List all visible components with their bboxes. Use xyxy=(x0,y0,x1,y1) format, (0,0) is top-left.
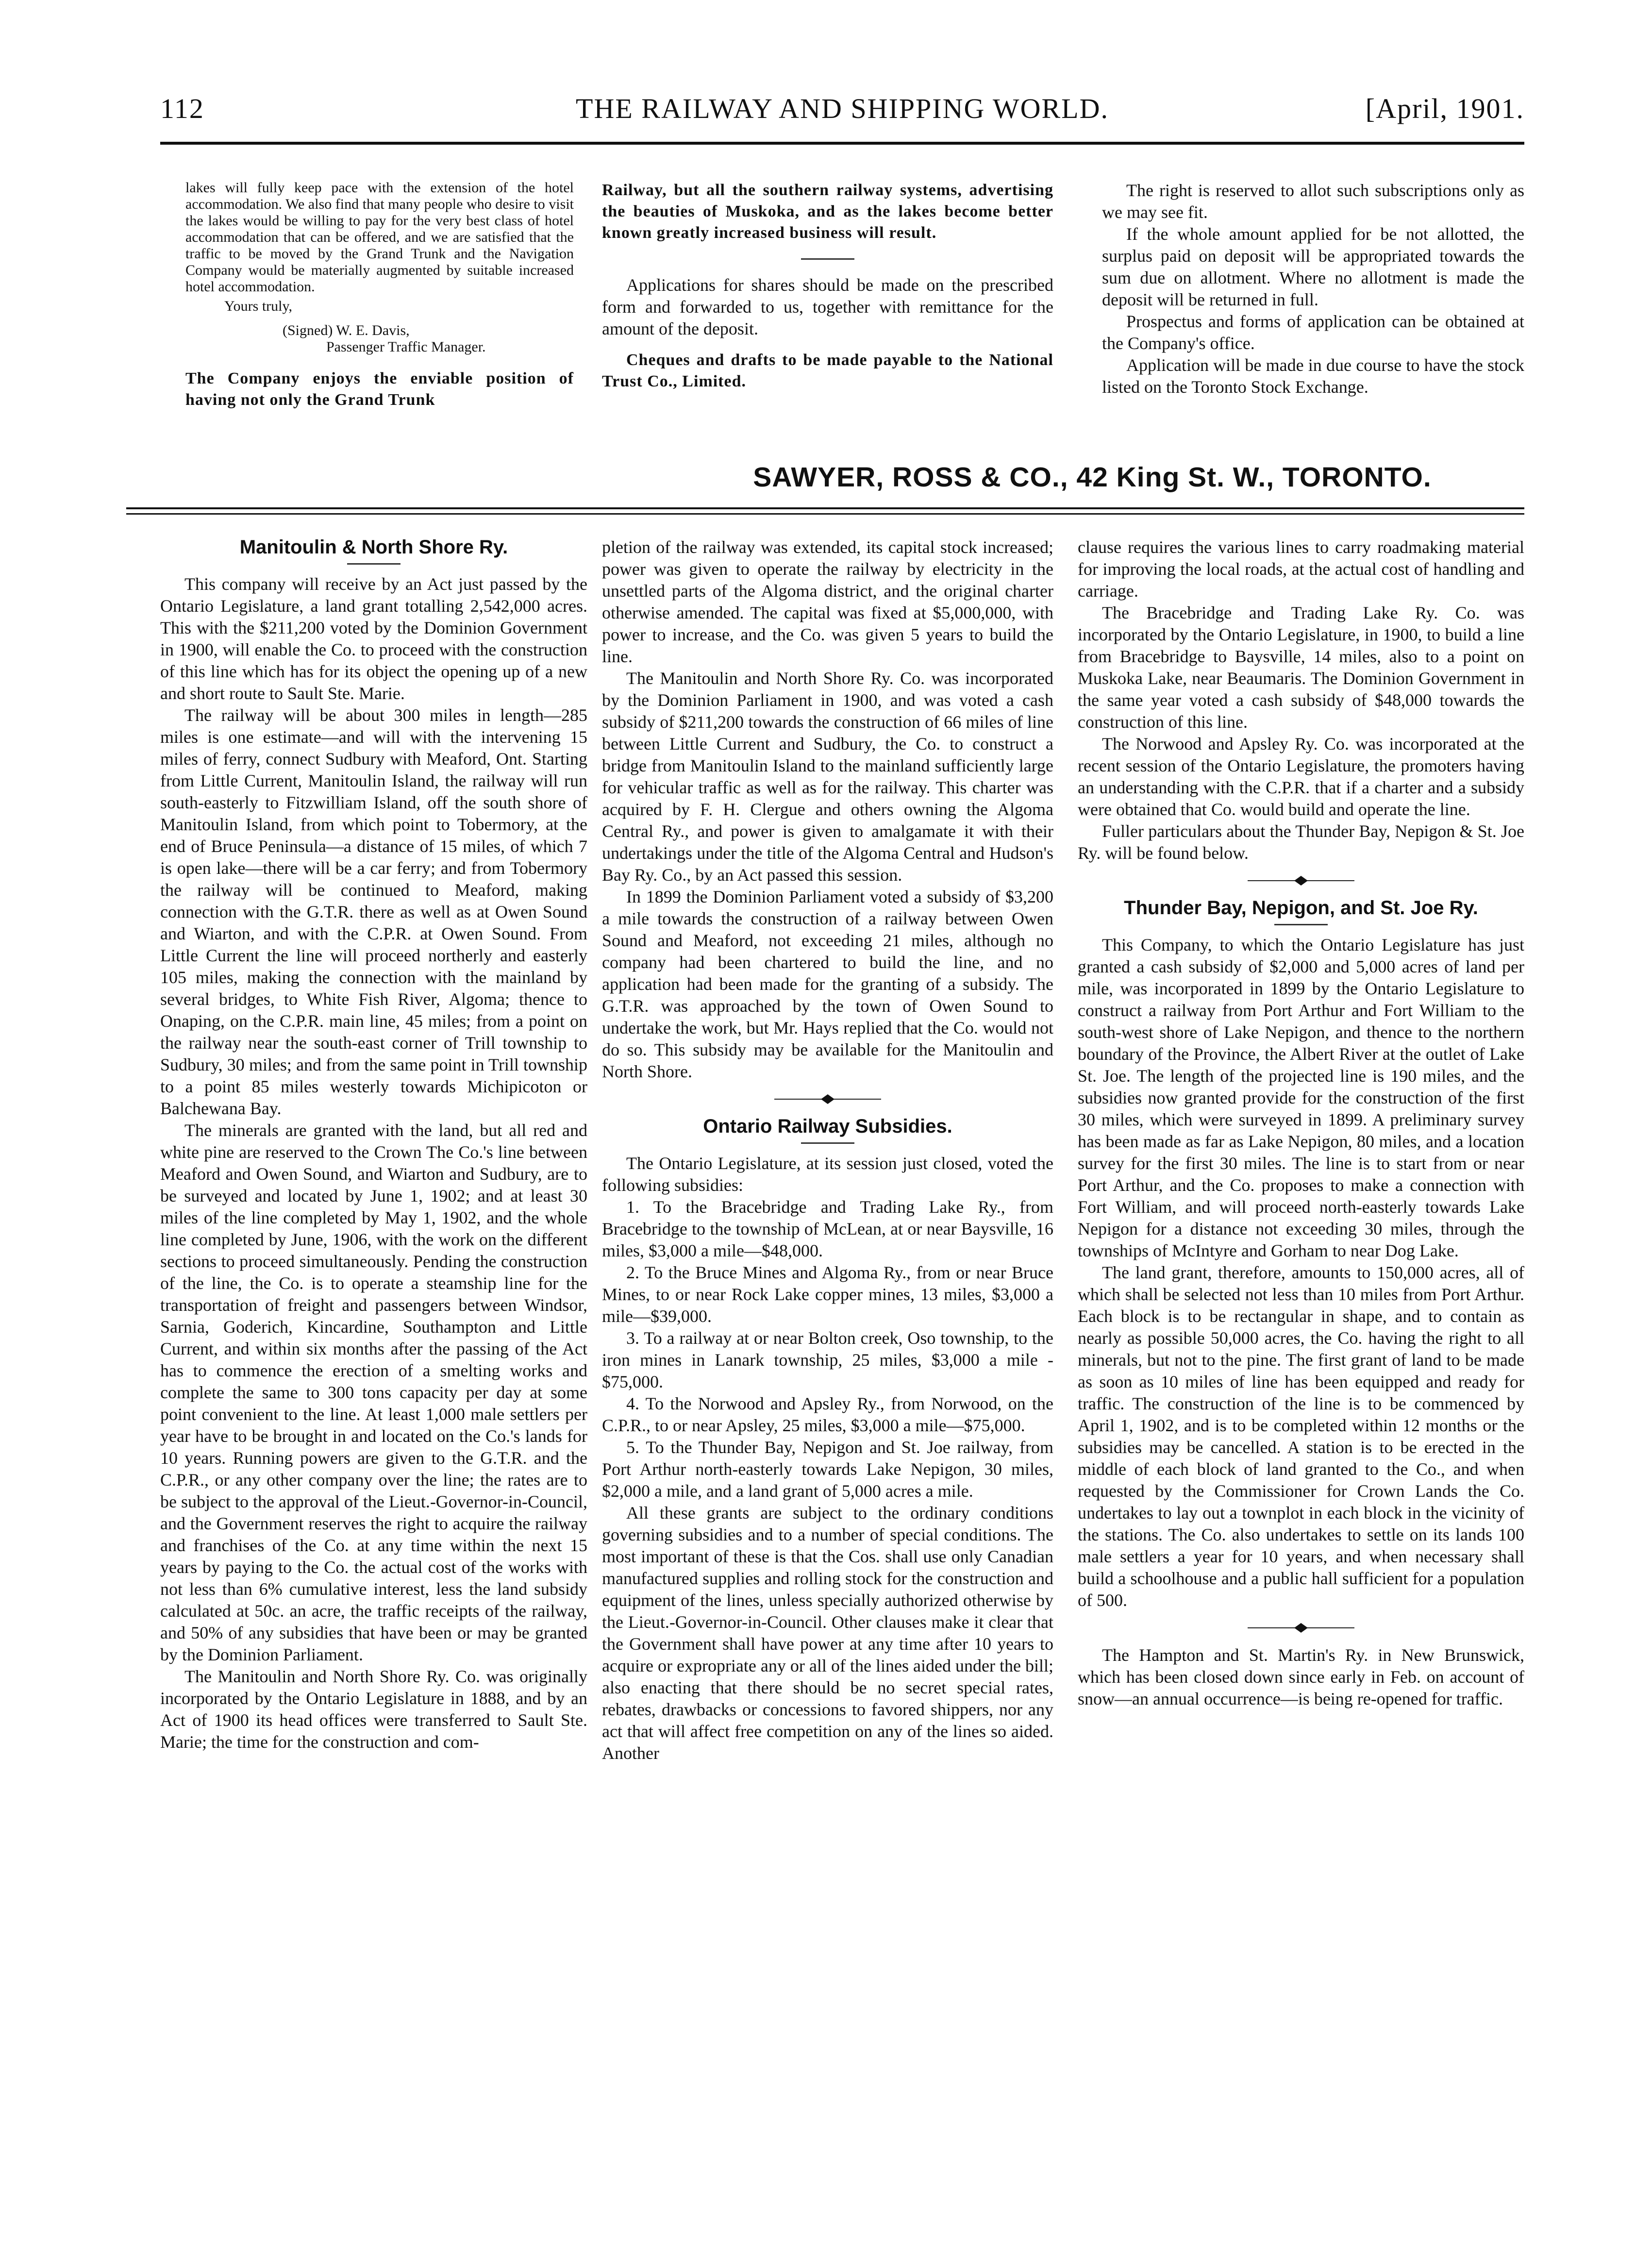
section-divider xyxy=(1248,876,1354,886)
prospectus-text: Prospectus and forms of application can be obtained at the Company's office. xyxy=(1102,312,1524,353)
applications-text: Applications for shares should be made on the prescribed form and forwarded to us, together with remittance for the amount of the deposit. xyxy=(602,275,1053,338)
fuller-particulars: Fuller particulars about the Thunder Bay, Nepigon & St. Joe Ry. will be found below. xyxy=(1078,821,1524,863)
manitoulin-p4: The Manitoulin and North Shore Ry. Co. was originally incorporated by the Ontario Legislature in 1888, and by an Act of 1900 its head offices were transferred to Sault Ste. Marie; the time for the construction and com- xyxy=(160,1667,587,1752)
subsidy-item: 2. To the Bruce Mines and Algoma Ry., from or near Bruce Mines, to or near Rock Lake copper mines, 13 miles, $3,000 a mile—$39,000. xyxy=(602,1263,1053,1326)
heading-rule xyxy=(1274,924,1328,925)
letter-closing: Yours truly, xyxy=(224,298,293,314)
allotment-surplus: If the whole amount applied for be not allotted, the surplus paid on deposit will be appropriated towards the sum due on allotment. Where no allotment is made the deposit will be returned in full. xyxy=(1102,224,1524,309)
top-bold-text-2: Railway, but all the southern railway systems, advertising the beauties of Muskoka, and as the lakes become better known greatly increased business will result. xyxy=(602,181,1053,242)
subsidy-item: 1. To the Bracebridge and Trading Lake Ry., from Bracebridge to the township of McLean, at or near Baysville, 16 miles, $3,000 a mile—$48,000. xyxy=(602,1197,1053,1260)
top-bold-text-1: The Company enjoys the enviable position of having not only the Grand Trunk xyxy=(185,369,574,409)
subsidy-item: 5. To the Thunder Bay, Nepigon and St. Joe railway, from Port Arthur north-easterly towards Lake Nepigon, 30 miles, $2,000 a mile, and a land grant of 5,000 acres a mile. xyxy=(602,1438,1053,1501)
top-column-3 xyxy=(1102,180,1524,398)
letter-signer-title: Passenger Traffic Manager. xyxy=(326,339,486,355)
section-divider xyxy=(774,1094,881,1104)
page-number: 112 xyxy=(160,93,204,124)
letter-signed: (Signed) W. E. Davis, xyxy=(283,322,410,338)
article-column-2 xyxy=(602,536,1053,1764)
thunder-bay-p2: The land grant, therefore, amounts to 150,000 acres, all of which shall be selected not less than 10 miles from Port Arthur. Each block is to be rectangular in shape, and to contain as nearly as possible 50,000 acres, the Co. having the right to all minerals, but not to the pine. The first grant of land to be made as soon as 10 miles of line has been equipped and ready for traffic. The construction of the line is to be commenced by April 1, 1902, and is to be completed within 12 months or the subsidies may be cancelled. A station is to be erected in the middle of each block of land granted to the Co., and when requested by the Commissioner for Crown Lands the Co. undertakes to lay out a townplot in each block in the vicinity of the stations. The Co. also undertakes to settle on its lands 100 male settlers a year for 10 years, and when necessary shall build a schoolhouse and a public hall sufficient for a population of 500. xyxy=(1078,1263,1524,1610)
subsidy-item: 3. To a railway at or near Bolton creek, Oso township, to the iron mines in Lanark township, 25 miles, $3,000 a mile - $75,000. xyxy=(602,1328,1053,1391)
section-rule-bottom xyxy=(126,513,1524,515)
subsidies-intro: The Ontario Legislature, at its session just closed, voted the following subsidies: xyxy=(602,1154,1053,1195)
owen-sound-subsidy: In 1899 the Dominion Parliament voted a subsidy of $3,200 a mile towards the construction of a railway between Owen Sound and Meaford, not exceeding 21 miles, although no company had been chartered to build the line, and no application had been made for the granting of a subsidy. The G.T.R. was approached by the town of Owen Sound to undertake the work, but Mr. Hays replied that the Co. would not do so. This subsidy may be available for the Manitoulin and North Shore. xyxy=(602,887,1053,1081)
cheques-text: Cheques and drafts to be made payable to the National Trust Co., Limited. xyxy=(602,351,1053,390)
section-rule-top xyxy=(126,507,1524,509)
subsidies-conditions: All these grants are subject to the ordinary conditions governing subsidies and to a number of special conditions. The most important of these is that the Cos. shall use only Canadian manufactured supplies and rolling stock for the construction and equipment of the lines, unless specially authorized otherwise by the Lieut.-Governor-in-Council. Other clauses make it clear that the Government shall have power at any time after 10 years to acquire or expropriate any or all of the lines aided under the bill; also enacting that there should be no secret special rates, rebates, drawbacks or concessions to favored shippers, nor any act that will affect free competition on any of the lines so aided. Another xyxy=(602,1503,1053,1763)
norwood-paragraph: The Norwood and Apsley Ry. Co. was incorporated at the recent session of the Ontario Legislature, the promoters having an understanding with the C.P.R. that if a charter and a subsidy were obtained that Co. would build and operate the line. xyxy=(1078,734,1524,819)
manitoulin-continued: pletion of the railway was extended, its capital stock increased; power was given to operate the railway by electricity in the unsettled parts of the Algoma district, and the original charter otherwise amended. The capital was fixed at $5,000,000, with power to increase, and the Co. was given 5 years to build the line. xyxy=(602,537,1053,666)
article-column-3 xyxy=(1078,536,1524,1710)
thunder-bay-p1: This Company, to which the Ontario Legislature has just granted a cash subsidy of $2,000 and 5,000 acres of land per mile, was incorporated in 1899 by the Ontario Legislature to construct a railway from Port Arthur and Fort William to the south-west shore of Lake Nepigon, and thence to the northern boundary of the Province, the Albert River at the outlet of Lake St. Joe. The length of the projected line is 190 miles, and the subsidies now granted provide for the construction of the first 30 miles, which were surveyed in 1899. A preliminary survey has been made as far as Lake Nepigon, 80 miles, and a location survey for the first 30 miles. The line is to start from or near Port Arthur, and the Co. proposes to make a connection with Fort William, and will proceed north-easterly towards Lake Nepigon for a distance not exceeding 30 miles, through the townships of McIntyre and Gorham to near Dog Lake. xyxy=(1078,935,1524,1260)
hampton-paragraph: The Hampton and St. Martin's Ry. in New Brunswick, which has been closed down since early in Feb. on account of snow—an annual occurrence—is being re-opened for traffic. xyxy=(1078,1645,1524,1708)
heading-rule xyxy=(347,563,400,565)
listing-text: Application will be made in due course to have the stock listed on the Toronto Stock Exchange. xyxy=(1102,355,1524,397)
bracebridge-paragraph: The Bracebridge and Trading Lake Ry. Co. was incorporated by the Ontario Legislature, in 1900, to build a line from Bracebridge to Baysville, 14 miles, also to a point on Muskoka Lake, near Beaumaris. The Dominion Government in the same year voted a cash subsidy of $48,000 towards the construction of this line. xyxy=(1078,603,1524,732)
letter-text: lakes will fully keep pace with the extension of the hotel accommodation. We also find that many people who desire to visit the lakes would be willing to pay for the very best class of hotel accommodation that can be offered, and we are satisfied that the traffic to be moved by the Grand Trunk and the Navigation Company would be materially augmented by suitable increased hotel accommodation. xyxy=(185,180,574,295)
firm-address-line: SAWYER, ROSS & CO., 42 King St. W., TORONTO. xyxy=(753,462,1432,493)
manitoulin-p2: The railway will be about 300 miles in length—285 miles is one estimate—and will with the intervening 15 miles of ferry, connect Sudbury with Meaford, Ont. Starting from Little Current, Manitoulin Island, the railway will run south-easterly to Fitzwilliam Island, off the south shore of Manitoulin Island, from which point to Tobermory, at the end of Bruce Peninsula—a distance of 15 miles, of which 7 is open lake—there will be a car ferry; and from Tobermory the railway will be continued to Meaford, making connection with the G.T.R. there as well as at Owen Sound and Wiarton, and with the C.P.R. at Owen Sound. From Little Current the line will proceed northerly and easterly 105 miles, making the connection with the mainland by several bridges, to White Fish River, Algoma; thence to Onaping, on the C.P.R. main line, 45 miles; from a point on the railway near the south-east corner of Trill township to Sudbury, 30 miles; and from the same point in Trill township to a point 85 miles westerly towards Michipicoton or Balchewana Bay. xyxy=(160,705,587,1118)
subsidies-heading: Ontario Railway Subsidies. xyxy=(703,1116,952,1137)
allotment-right: The right is reserved to allot such subscriptions only as we may see fit. xyxy=(1102,181,1524,222)
top-column-1 xyxy=(185,180,574,411)
subsidy-item: 4. To the Norwood and Apsley Ry., from Norwood, on the C.P.R., to or near Apsley, 25 miles, $3,000 a mile—$75,000. xyxy=(602,1394,1053,1435)
header-rule xyxy=(160,142,1524,145)
article-column-1 xyxy=(160,536,587,1753)
thunder-bay-heading: Thunder Bay, Nepigon, and St. Joe Ry. xyxy=(1124,897,1478,919)
short-rule xyxy=(801,258,854,260)
manitoulin-heading: Manitoulin & North Shore Ry. xyxy=(239,536,508,558)
page-header xyxy=(160,92,1524,131)
top-column-2 xyxy=(602,180,1053,392)
section-divider xyxy=(1248,1623,1354,1633)
issue-date: [April, 1901. xyxy=(1365,93,1524,124)
publication-title: THE RAILWAY AND SHIPPING WORLD. xyxy=(576,93,1109,124)
manitoulin-p1: This company will receive by an Act just passed by the Ontario Legislature, a land grant totalling 2,542,000 acres. This with the $211,200 voted by the Dominion Government in 1900, will enable the Co. to proceed with the construction of this line which has for its object the opening up of a new and short route to Sault Ste. Marie. xyxy=(160,574,587,703)
heading-rule xyxy=(801,1142,854,1144)
dominion-incorporation: The Manitoulin and North Shore Ry. Co. was incorporated by the Dominion Parliament in 1900, and was voted a cash subsidy of $211,200 towards the construction of 66 miles of line between Little Current and Sudbury, the Co. to construct a bridge from Manitoulin Island to the mainland sufficiently large for vehicular traffic as well as for the railway. This charter was acquired by F. H. Clergue and others owning the Algoma Central Ry., and power is given to amalgamate it with their undertakings under the title of the Algoma Central and Hudson's Bay Ry. Co., by an Act passed this session. xyxy=(602,669,1053,885)
subsidies-continued: clause requires the various lines to carry roadmaking material for improving the local roads, at the actual cost of handling and carriage. xyxy=(1078,537,1524,601)
manitoulin-p3: The minerals are granted with the land, but all red and white pine are reserved to the Crown The Co.'s line between Meaford and Owen Sound, and Wiarton and Sudbury, are to be surveyed and located by June 1, 1902; and at least 30 miles of the line completed by May 1, 1902, and the whole line completed by June, 1906, with the work on the different sections to proceed simultaneously. Pending the construction of the line, the Co. is to operate a steamship line for the transportation of freight and passengers between Windsor, Sarnia, Goderich, Kincardine, Southampton and Little Current, and within six months after the passing of the Act has to commence the erection of a smelting works and complete the same to 300 tons capacity per day at some point convenient to the line. At least 1,000 male settlers per year have to be brought in and located on the Co.'s lands for 10 years. Running powers are given to the G.T.R. and the C.P.R., or any other company over the line; the rates are to be subject to the approval of the Lieut.-Governor-in-Council, and the Government reserves the right to acquire the railway and franchises of the Co. at any time within the next 15 years by paying to the Co. the actual cost of the works with not less than 6% cumulative interest, less the land subsidy calculated at 50c. an acre, the traffic receipts of the railway, and 50% of any subsidies that have been or may be granted by the Dominion Parliament. xyxy=(160,1121,588,1664)
